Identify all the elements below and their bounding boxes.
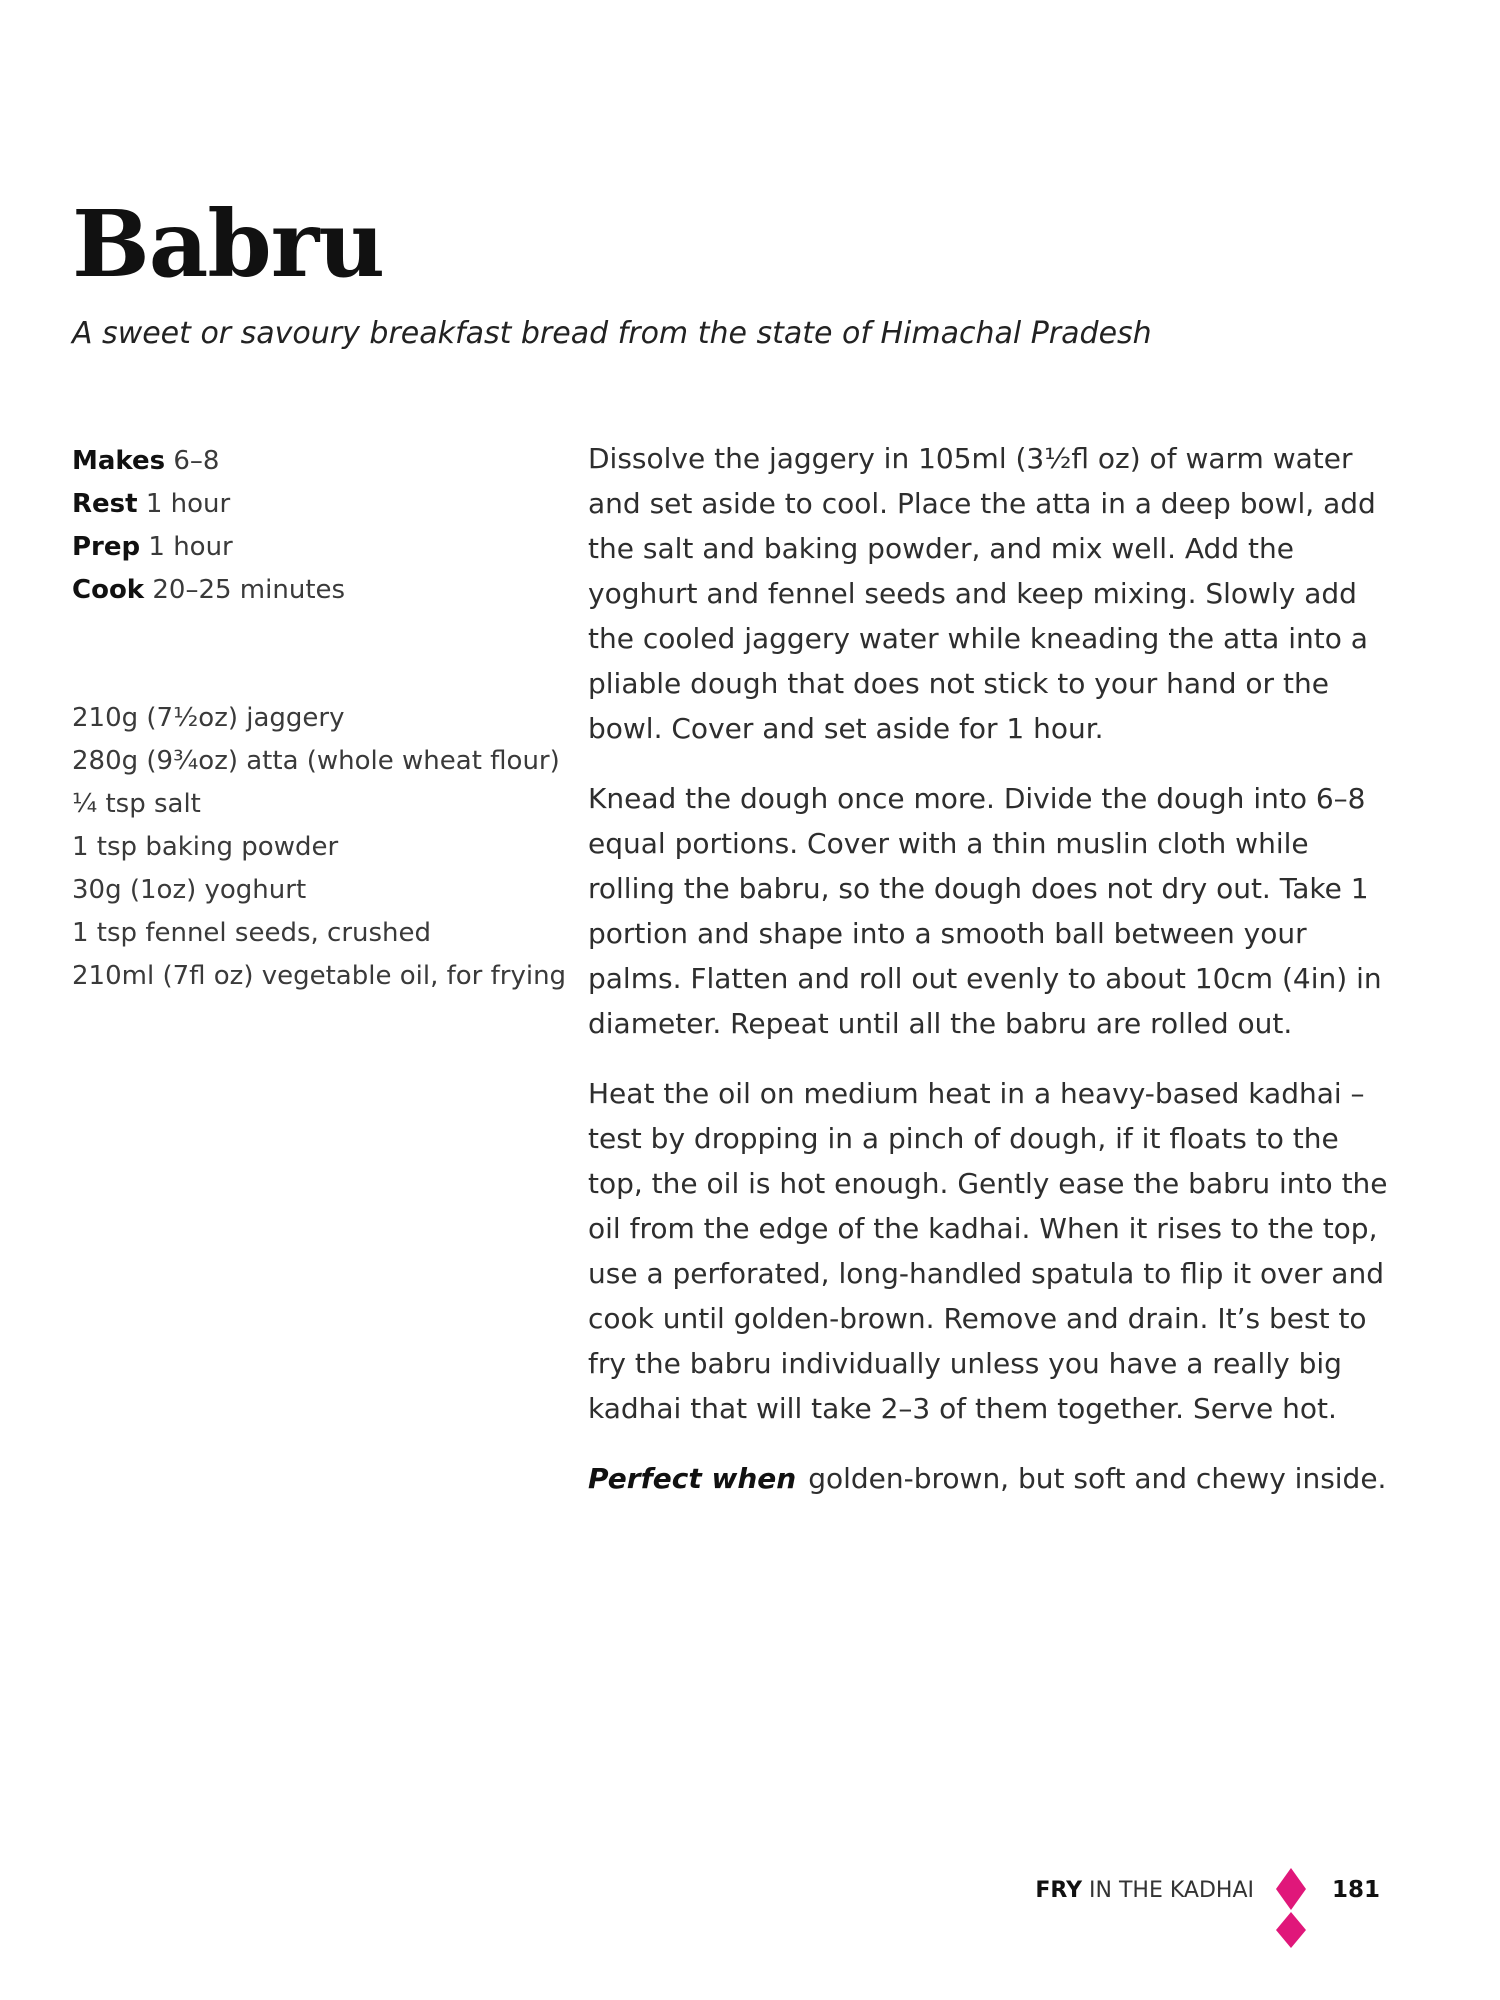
ingredient-list: [72, 697, 567, 998]
meta-label: Makes: [72, 446, 166, 476]
meta-prep: [72, 526, 542, 569]
pink-diamonds-icon: [1276, 1868, 1306, 1952]
ingredient-item: 30g (1oz) yoghurt: [72, 875, 307, 905]
meta-label: Cook: [72, 575, 145, 605]
meta-rest: [72, 483, 542, 526]
recipe-subtitle: A sweet or savoury breakfast bread from the state of Himachal Pradesh: [72, 316, 1152, 351]
meta-value: 20–25 minutes: [152, 575, 346, 605]
meta-makes: [72, 440, 542, 483]
ingredient-item: 1 tsp baking powder: [72, 832, 339, 862]
recipe-title: Babru: [72, 190, 385, 298]
ingredient-item: 1 tsp fennel seeds, crushed: [72, 918, 432, 948]
section-name: [1035, 1878, 1254, 1903]
diamond-shape: [1276, 1868, 1306, 1910]
method-step-2: Knead the dough once more. Divide the dough into 6–8 equal portions. Cover with a thin muslin cloth while rolling the babru, so the dough does not dry out. Take 1 portion and shape into a smooth ball between your palms. Flatten and roll out evenly to about 10cm (4in) in diameter. Repeat until all the babru are rolled out.: [588, 782, 1382, 1040]
perfect-when-label: Perfect when: [588, 1462, 797, 1495]
ingredient-item: ¼ tsp salt: [72, 789, 201, 819]
method-step-1: Dissolve the jaggery in 105ml (3½fl oz) of warm water and set aside to cool. Place the atta in a deep bowl, add the salt and baking powder, and mix well. Add the yoghurt and fennel seeds and keep mixing. Slowly add the cooled jaggery water while kneading the atta into a pliable dough that does not stick to your hand or the bowl. Cover and set aside for 1 hour.: [588, 442, 1376, 745]
method-section: [588, 436, 1388, 1526]
perfect-when: [588, 1456, 1388, 1501]
meta-value: 1 hour: [145, 489, 231, 519]
ingredient-item: 210g (7½oz) jaggery: [72, 703, 345, 733]
meta-label: Prep: [72, 532, 141, 562]
ingredient-item: 210ml (7fl oz) vegetable oil, for frying: [72, 961, 567, 991]
method-step-3: Heat the oil on medium heat in a heavy-based kadhai – test by dropping in a pinch of dough, if it floats to the top, the oil is hot enough. Gently ease the babru into the oil from the edge of the kadhai. When it rises to the top, use a perforated, long-handled spatula to flip it over and cook until golden-brown. Remove and drain. It’s best to fry the babru individually unless you have a really big kadhai that will take 2–3 of them together. Serve hot.: [588, 1077, 1388, 1425]
section-name-rest: IN THE KADHAI: [1082, 1877, 1254, 1903]
meta-cook: [72, 569, 542, 612]
page-footer: [1035, 1848, 1380, 1932]
section-name-bold: FRY: [1035, 1877, 1083, 1903]
meta-label: Rest: [72, 489, 138, 519]
ingredient-item: 280g (9¾oz) atta (whole wheat flour): [72, 746, 560, 776]
recipe-meta: [72, 440, 542, 612]
meta-value: 1 hour: [148, 532, 233, 562]
diamond-shape: [1276, 1912, 1306, 1948]
meta-value: 6–8: [173, 446, 220, 476]
perfect-when-text: golden-brown, but soft and chewy inside.: [808, 1462, 1387, 1495]
page-number: 181: [1331, 1877, 1380, 1903]
